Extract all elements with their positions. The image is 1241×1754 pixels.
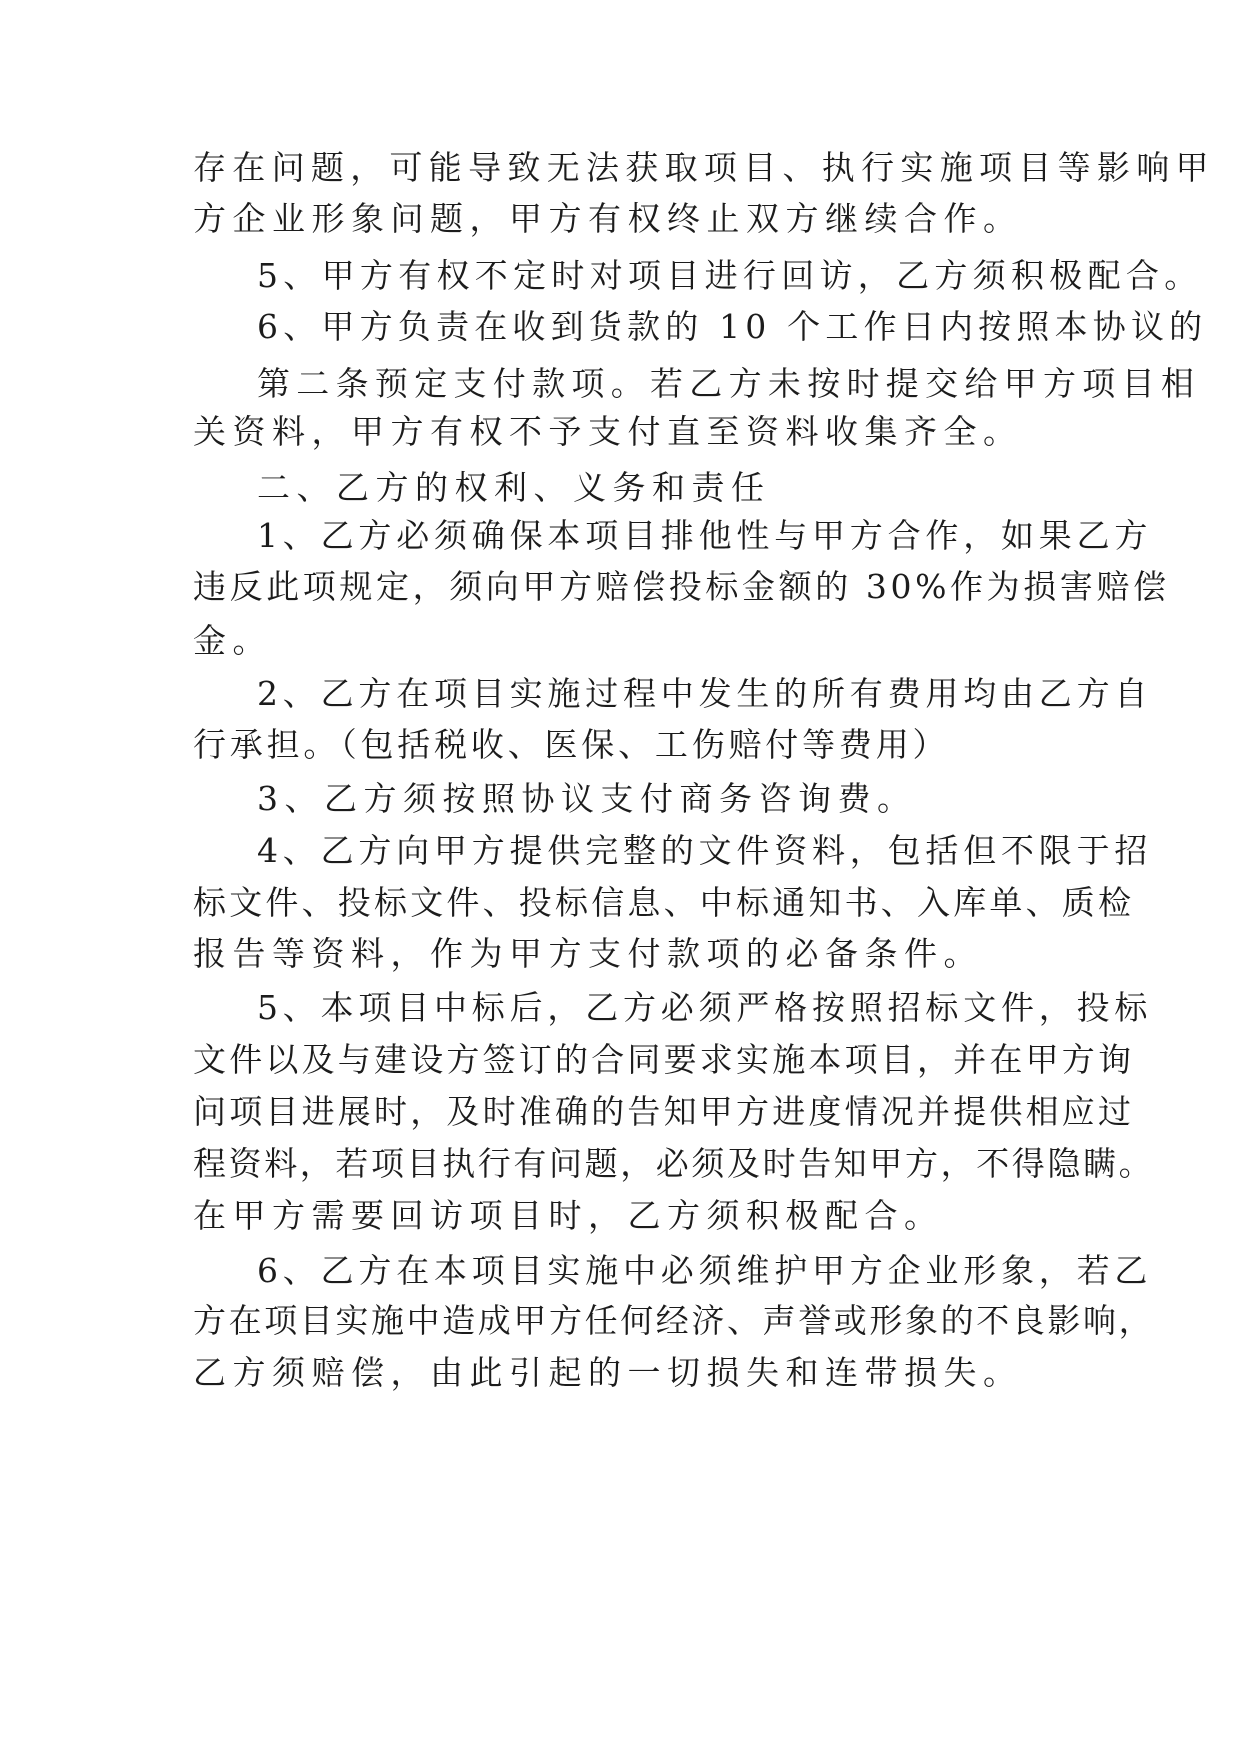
text-line: 乙方须赔偿，由此引起的一切损失和连带损失。 [193, 1353, 1023, 1392]
text-line: 方企业形象问题，甲方有权终止双方继续合作。 [193, 199, 1023, 238]
text-line: 报告等资料，作为甲方支付款项的必备条件。 [193, 934, 983, 973]
text-line: 金。 [193, 621, 272, 660]
text-line: 方在项目实施中造成甲方任何经济、声誉或形象的不良影响， [193, 1301, 1155, 1340]
text-line: 问项目进展时，及时准确的告知甲方进度情况并提供相应过 [193, 1092, 1135, 1131]
text-line: 5、甲方有权不定时对项目进行回访，乙方须积极配合。 [257, 256, 1203, 295]
text-line: 第二条预定支付款项。若乙方未按时提交给甲方项目相 [257, 364, 1201, 403]
section-heading: 二、乙方的权利、义务和责任 [257, 468, 771, 507]
text-line: 存在问题，可能导致无法获取项目、执行实施项目等影响甲 [193, 148, 1215, 187]
text-line: 文件以及与建设方签订的合同要求实施本项目，并在甲方询 [193, 1040, 1135, 1079]
text-line: 程资料，若项目执行有问题，必须及时告知甲方，不得隐瞒。 [193, 1144, 1155, 1183]
text-line: 关资料，甲方有权不予支付直至资料收集齐全。 [193, 412, 1023, 451]
text-line: 4、乙方向甲方提供完整的文件资料，包括但不限于招 [257, 831, 1153, 870]
text-line: 违反此项规定，须向甲方赔偿投标金额的 30%作为损害赔偿 [193, 567, 1170, 606]
text-line: 5、本项目中标后，乙方必须严格按照招标文件，投标 [257, 988, 1153, 1027]
text-line: 在甲方需要回访项目时，乙方须积极配合。 [193, 1196, 944, 1235]
text-line: 标文件、投标文件、投标信息、中标通知书、入库单、质检 [193, 883, 1135, 922]
text-line: 3、乙方须按照协议支付商务咨询费。 [257, 779, 917, 818]
text-line: 行承担。（包括税收、医保、工伤赔付等费用） [193, 725, 950, 764]
text-line: 6、乙方在本项目实施中必须维护甲方企业形象，若乙 [257, 1251, 1153, 1290]
text-line: 2、乙方在项目实施过程中发生的所有费用均由乙方自 [257, 674, 1153, 713]
text-line: 6、甲方负责在收到货款的 10 个工作日内按照本协议的 [257, 307, 1208, 346]
text-line: 1、乙方必须确保本项目排他性与甲方合作，如果乙方 [257, 516, 1153, 555]
